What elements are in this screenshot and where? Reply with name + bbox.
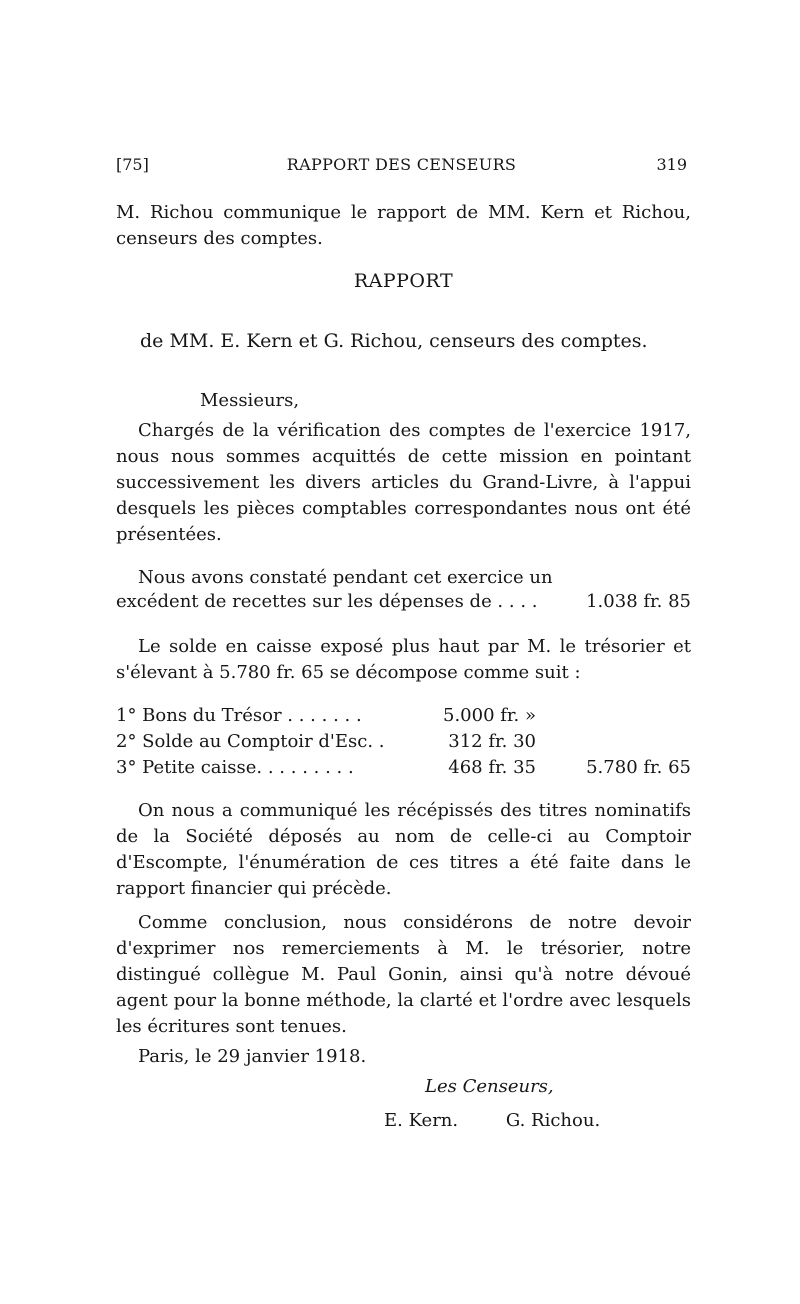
table-row [116,731,691,757]
breakdown-label: 2° Solde au Comptoir d'Esc. . [116,731,385,752]
table-row [116,757,691,783]
report-subtitle: de MM. E. Kern et G. Richou, censeurs des comptes. [140,330,648,352]
paragraph-conclusion: Comme conclusion, nous considérons de notre devoir d'exprimer nos remerciements à M. le trésorier, notre distingué collègue M. Paul Gonin, ainsi qu'à notre dévoué agent pour la bonne méthode, la clarté et l'ordre avec lesquels les écritures sont tenues. [116,912,691,1037]
paragraph-verification: Chargés de la vérification des comptes de l'exercice 1917, nous nous sommes acquittés de cette mission en pointant successivement les divers articles du Grand-Livre, à l'appui desquels les pièces comptables correspondantes nous ont été présentées. [116,420,691,545]
signature-title: Les Censeurs, [425,1076,554,1097]
signatory-richou: G. Richou. [505,1110,601,1131]
signature-names [384,1110,642,1131]
running-header [116,155,687,179]
running-title: RAPPORT DES CENSEURS [286,155,517,174]
surplus-label: excédent de recettes sur les dépenses de . . . . [116,591,538,612]
table-row [116,705,691,731]
report-title: RAPPORT [353,270,454,292]
breakdown-label: 1° Bons du Trésor . . . . . . . [116,705,362,726]
place-date: Paris, le 29 janvier 1918. [138,1046,367,1067]
paragraph-cash-balance: Le solde en caisse exposé plus haut par M. le trésorier et s'élevant à 5.780 fr. 65 se décompose comme suit : [116,636,691,683]
page-reference: [75] [116,155,149,174]
breakdown-label: 3° Petite caisse. . . . . . . . . [116,757,354,778]
salutation: Messieurs, [200,390,300,411]
signatory-kern: E. Kern. [384,1110,459,1131]
paragraph-surplus-line1: Nous avons constaté pendant cet exercice un [138,567,553,588]
paragraph-securities: On nous a communiqué les récépissés des titres nominatifs de la Société déposés au nom de celle-ci au Comptoir d'Escompte, l'énumération de ces titres a été faite dans le rapport financier qui précède. [116,800,691,899]
page-number: 319 [656,155,687,174]
breakdown-amount: 312 fr. 30 [448,731,536,752]
intro-paragraph: M. Richou communique le rapport de MM. Kern et Richou, censeurs des comptes. [116,202,691,249]
breakdown-amount: 5.000 fr. » [443,705,536,726]
breakdown-amount: 468 fr. 35 [448,757,536,778]
surplus-line [116,591,691,617]
surplus-amount: 1.038 fr. 85 [586,591,691,612]
breakdown-total: 5.780 fr. 65 [586,757,691,778]
